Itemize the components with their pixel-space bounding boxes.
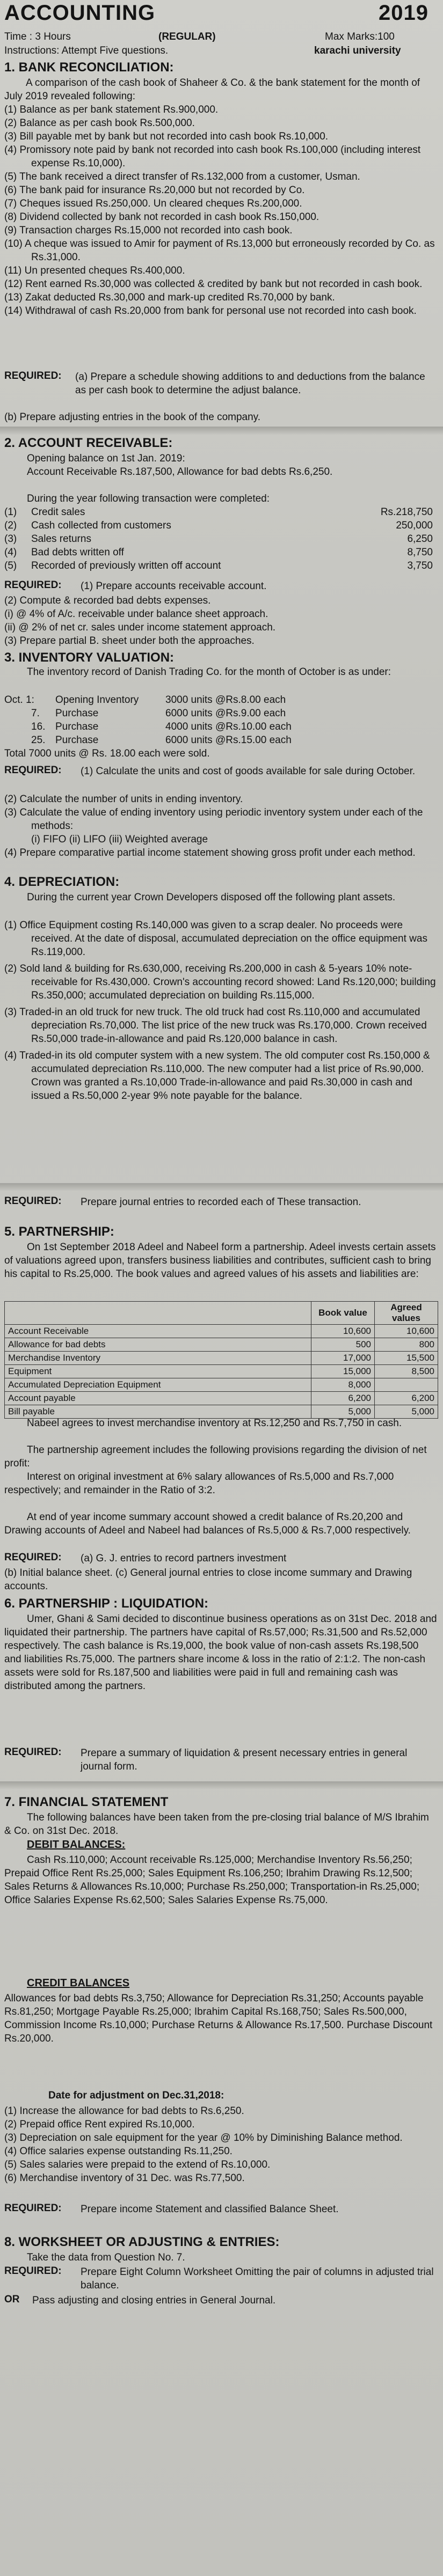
q3-row [4, 693, 438, 707]
q4-required [4, 1195, 62, 1207]
table-cell: 6,200 [311, 1392, 375, 1405]
q3-title: 3. INVENTORY VALUATION: [4, 650, 175, 665]
q2-row-num: (2) [4, 520, 17, 531]
table-header-cell [5, 1302, 311, 1325]
photo-seam [0, 1781, 443, 1790]
q1-item-7-text: Un cleared cheques Rs.200,000. [153, 198, 302, 209]
paper-title: ACCOUNTING [4, 1, 156, 25]
q1-item: (13) Zakat deducted Rs.30,000 and mark-up credited Rs.70,000 by bank. [4, 292, 335, 303]
q3-row-value: 4000 units @Rs.10.00 each [165, 721, 292, 732]
q3-req-item: (4) Prepare comparative partial income statement showing gross profit under each method. [4, 847, 416, 858]
q7-adj-item: (5) Sales salaries were prepaid to the extend of Rs.10,000. [4, 2159, 271, 2170]
q1-item: (8) Dividend collected by bank not recorded in cash book Rs.150,000. [4, 211, 319, 223]
q1-item: (2) Balance as per cash book Rs.500,000. [4, 118, 195, 129]
q2-row-value: 250,000 [396, 520, 433, 531]
q2-row-label: Cash collected from customers [31, 520, 171, 531]
q5-req-a: (a) G. J. entries to record partners investment [81, 1553, 287, 1564]
table-cell: Allowance for bad debts [5, 1338, 311, 1352]
q3-row [4, 720, 438, 733]
q3-row-date: 7. [31, 708, 40, 719]
q4-items [4, 919, 438, 1103]
q1-req-a: (a) Prepare a schedule showing additions to and deductions from the balance as per cash book to determine the adjust balance. [75, 371, 425, 396]
university-name: karachi university [314, 45, 401, 56]
q7-adj-item: (3) Depreciation on sale equipment for the year @ 10% by Diminishing Balance method. [4, 2132, 403, 2144]
q1-item: (3) Bill payable met by bank but not recorded into cash book Rs.10,000. [4, 131, 329, 142]
q4-intro: During the current year Crown Developers disposed off the following plant assets. [27, 892, 396, 903]
table-cell: 500 [311, 1338, 375, 1352]
q3-req-item: (3) Calculate the value of ending inventory using periodic inventory system under each of the methods: [4, 807, 423, 832]
q2-row-num: (4) [4, 547, 17, 558]
q3-row-date: Oct. 1: [4, 694, 34, 706]
q3-row [4, 733, 438, 747]
q5-required [4, 1552, 62, 1564]
q1-item: (6) The bank paid for insurance Rs.20,000 but not recorded by Co. [4, 185, 305, 196]
q1-item: (12) Rent earned Rs.30,000 was collected & credited by bank but not recorded in cash book. [4, 278, 423, 290]
table-cell: Bill payable [5, 1405, 311, 1419]
q7-adj-item: (2) Prepaid office Rent expired Rs.10,000. [4, 2119, 195, 2130]
q5-intro: On 1st September 2018 Adeel and Nabeel form a partnership. Adeel invests certain assets of valuations agreed upon, transfers business liabilities and contributes, sufficient cash to bring his capital to Rs.25,000. The book values and agreed values of his assets and liabilities are: [4, 1242, 436, 1280]
q2-intro2: Account Receivable Rs.187,500, Allowance for bad debts Rs.6,250. [27, 466, 333, 478]
q8-or-text: Pass adjusting and closing entries in General Journal. [32, 2295, 276, 2306]
table-cell [375, 1378, 438, 1392]
q3-row-value: 6000 units @Rs.15.00 each [165, 735, 292, 746]
q7-adj-list [4, 2104, 438, 2185]
table-cell: 8,500 [375, 1365, 438, 1378]
q1-item-7 [4, 197, 438, 210]
q3-req-1: (1) Calculate the units and cost of goods available for sale during October. [81, 766, 416, 777]
q1-title: 1. BANK RECONCILIATION: [4, 60, 174, 75]
q4-item: (4) Traded-in its old computer system with a new system. The old computer cost Rs.150,000 & accumulated depreciation Rs.110,000. The new computer had a list price of Rs.90,000. Crown was granted a Rs.10,000 Trade-in-allowance and paid Rs.30,000 in cash and issued a Rs.50,000 2-year 9% note payable for the balance. [4, 1050, 430, 1102]
q6-req-1: Prepare a summary of liquidation & present necessary entries in general journal form. [81, 1748, 408, 1772]
required-label: REQUIRED: [4, 1746, 62, 1758]
q2-row-num: (1) [4, 507, 17, 518]
table-cell: Equipment [5, 1365, 311, 1378]
q3-row-label: Purchase [55, 708, 99, 719]
table-cell: 8,000 [311, 1378, 375, 1392]
table-row [5, 1325, 438, 1338]
q7-adj-title: Date for adjustment on Dec.31,2018: [48, 2090, 224, 2101]
q4-req-1: Prepare journal entries to recorded each of These transaction. [81, 1197, 361, 1208]
q3-intro: The inventory record of Danish Trading Co. for the month of October is as under: [27, 666, 391, 678]
q4-title: 4. DEPRECIATION: [4, 875, 120, 889]
q2-row-label: Bad debts written off [31, 547, 124, 558]
q2-row-label: Sales returns [31, 533, 91, 545]
required-label: REQUIRED: [4, 765, 62, 776]
q4-item: (3) Traded-in an old truck for new truck. The old truck had cost Rs.110,000 and accumulated depreciation Rs.70,000. The list price of the new truck was Rs.170,000. Crown received Rs.50,000 trade-in-allowance and paid Rs.120,000 balance in cash. [4, 1007, 427, 1045]
q1-items [4, 103, 438, 318]
or-label: OR [4, 2294, 20, 2305]
q4-item: (1) Office Equipment costing Rs.140,000 was given to a scrap dealer. No proceeds were received. At the date of disposal, accumulated depreciation on the office equipment was Rs.119,000. [4, 920, 427, 958]
table-row [5, 1392, 438, 1405]
q1-item: (11) Un presented cheques Rs.400,000. [4, 265, 185, 276]
partnership-table [4, 1301, 438, 1419]
required-label: REQUIRED: [4, 2203, 62, 2214]
q2-row-value: 6,250 [407, 533, 433, 545]
q7-debit: Cash Rs.110,000; Account receivable Rs.125,000; Merchandise Inventory Rs.56,250; Prepaid Office Rent Rs.25,000; Sales Equipment Rs.106,250; Ibrahim Drawing Rs.12,500; Sales Returns & Allowances Rs.10,000; Purchase Rs.250,000; Transportation-in Rs.25,000; Office Salaries Expense Rs.62,500; Sales Salaries Expense Rs.75,000. [4, 1854, 420, 1906]
table-header-cell: Agreed values [375, 1302, 438, 1325]
q7-debit-title: DEBIT BALANCES: [27, 1839, 126, 1851]
q3-row-value: 6000 units @Rs.9.00 each [165, 708, 286, 719]
q7-req-1: Prepare income Statement and classified Balance Sheet. [81, 2204, 339, 2215]
table-header-cell: Book value [311, 1302, 375, 1325]
q5-req-b: (b) Initial balance sheet. (c) General journal entries to close income summary and Drawing accounts. [4, 1567, 412, 1592]
q2-items [4, 505, 438, 573]
instructions: Instructions: Attempt Five questions. [4, 45, 169, 56]
q3-row [4, 707, 438, 720]
q2-row [4, 519, 438, 532]
q7-adj-item: (4) Office salaries expense outstanding Rs.11,250. [4, 2146, 233, 2157]
required-label: REQUIRED: [4, 1552, 62, 1563]
table-cell: 17,000 [311, 1352, 375, 1365]
q3-row-date: 16. [31, 721, 46, 732]
required-label: REQUIRED: [4, 370, 62, 381]
q2-row-value: 8,750 [407, 547, 433, 558]
q3-total: Total 7000 units @ Rs. 18.00 each were sold. [4, 748, 210, 759]
table-cell: 10,600 [375, 1325, 438, 1338]
q2-row-num: (5) [4, 560, 17, 571]
q2-req-item: (ii) @ 2% of net cr. sales under income statement approach. [4, 622, 276, 633]
q3-req-item: (2) Calculate the number of units in ending inventory. [4, 794, 243, 805]
q3-row-date: 25. [31, 735, 46, 746]
q6-title: 6. PARTNERSHIP : LIQUIDATION: [4, 1596, 209, 1611]
table-cell: 5,000 [375, 1405, 438, 1419]
q3-required [4, 765, 62, 776]
q2-row [4, 532, 438, 546]
q5-para3: The partnership agreement includes the following provisions regarding the division of net profit: [4, 1444, 427, 1469]
q1-item: (14) Withdrawal of cash Rs.20,000 from bank for personal use not recorded into cash book. [4, 305, 417, 317]
q8-title: 8. WORKSHEET OR ADJUSTING & ENTRIES: [4, 2235, 280, 2249]
q1-item: (5) The bank received a direct transfer of Rs.132,000 from a customer, Usman. [4, 171, 360, 182]
q2-row [4, 546, 438, 559]
q2-req-item: (2) Compute & recorded bad debts expenses. [4, 595, 211, 606]
q1-required [4, 370, 62, 382]
q2-row [4, 505, 438, 519]
q1-item: (1) Balance as per bank statement Rs.900,000. [4, 104, 219, 115]
table-cell: 15,000 [311, 1365, 375, 1378]
q1-item: (10) A cheque was issued to Amir for payment of Rs.13,000 but erroneously recorded by Co. as Rs.31,000. [4, 238, 435, 263]
q8-intro: Take the data from Question No. 7. [27, 2252, 185, 2263]
table-cell: Accumulated Depreciation Equipment [5, 1378, 311, 1392]
q2-row-value: Rs.218,750 [380, 507, 433, 518]
q3-row-value: 3000 units @Rs.8.00 each [165, 694, 286, 706]
q8-req-1: Prepare Eight Column Worksheet Omitting the pair of columns in adjusted trial balance. [81, 2266, 434, 2291]
table-cell: 5,000 [311, 1405, 375, 1419]
q2-required [4, 579, 62, 591]
q2-row-num: (3) [4, 533, 17, 545]
q3-req-item: (i) FIFO (ii) LIFO (iii) Weighted average [31, 834, 208, 845]
table-cell: Account payable [5, 1392, 311, 1405]
q7-intro: The following balances have been taken from the pre-closing trial balance of M/S Ibrahim & Co. on 31st Dec. 2018. [4, 1812, 429, 1837]
q2-row [4, 559, 438, 573]
table-cell: Merchandise Inventory [5, 1352, 311, 1365]
table-row [5, 1352, 438, 1365]
q3-rows [4, 693, 438, 760]
table-cell: 15,500 [375, 1352, 438, 1365]
q6-intro: Umer, Ghani & Sami decided to discontinue business operations as on 31st Dec. 2018 and liquidated their partnership. The partners have capital of Rs.57,000; Rs.31,500 and Rs.52,000 respectively. The cash balance is Rs.19,000, the book value of non-cash assets Rs.198,500 and liabilities Rs.75,000. The partners share income & loss in the ratio of 2:1:2. The non-cash assets were sold for Rs.187,500 and liabilities were paid in full and remaining cash was distributed among the partners. [4, 1613, 437, 1692]
q1-item: (4) Promissory note paid by bank not recorded into cash book Rs.100,000 (including interest expense Rs.10,000). [4, 144, 421, 169]
q7-required [4, 2203, 62, 2214]
q5-para4: Interest on original investment at 6% salary allowances of Rs.5,000 and Rs.7,000 respectively; and remainder in the Ratio of 3:2. [4, 1471, 394, 1496]
max-marks: Max Marks:100 [325, 31, 395, 42]
table-row [5, 1378, 438, 1392]
q2-row-value: 3,750 [407, 560, 433, 571]
q7-adj-item: (6) Merchandise inventory of 31 Dec. was Rs.77,500. [4, 2173, 245, 2184]
q4-item: (2) Sold land & building for Rs.630,000, receiving Rs.200,000 in cash & 5-years 10% note-receivable for Rs.430,000. Crown's accounting record showed: Land Rs.120,000; building Rs.350,000; accumulated depreciation on building Rs.115,000. [4, 963, 436, 1001]
table-cell: 6,200 [375, 1392, 438, 1405]
q2-req-item: (3) Prepare partial B. sheet under both the approaches. [4, 635, 255, 647]
q8-required [4, 2265, 62, 2277]
table-cell: Account Receivable [5, 1325, 311, 1338]
q3-row-label: Purchase [55, 721, 99, 732]
q5-para5: At end of year income summary account showed a credit balance of Rs.20,200 and Drawing accounts of Adeel and Nabeel had balances of Rs.5,000 & Rs.7,000 respectively. [4, 1511, 411, 1536]
exam-type: (REGULAR) [158, 31, 216, 42]
q5-title: 5. PARTNERSHIP: [4, 1224, 114, 1239]
q3-req-list [4, 792, 438, 860]
q2-req-item: (i) @ 4% of A/c. receivable under balance sheet approach. [4, 608, 268, 620]
q7-credit: Allowances for bad debts Rs.3,750; Allowance for Depreciation Rs.31,250; Accounts payable Rs.81,250; Mortgage Payable Rs.25,000; Ibrahim Capital Rs.168,750; Sales Rs.500,000, Commission Income Rs.10,000; Purchase Returns & Allowance Rs.17,500. Purchase Discount Rs.20,000. [4, 1993, 433, 2044]
required-label: REQUIRED: [4, 1195, 62, 1207]
q2-row-label: Credit sales [31, 507, 85, 518]
q6-required [4, 1746, 62, 1758]
q3-row-label: Opening Inventory [55, 694, 139, 706]
time-allowed: Time : 3 Hours [4, 31, 71, 42]
required-label: REQUIRED: [4, 579, 62, 591]
q2-req-1: (1) Prepare accounts receivable account. [81, 581, 267, 592]
table-row [5, 1338, 438, 1352]
q2-title: 2. ACCOUNT RECEIVABLE: [4, 436, 173, 450]
q2-row-label: Recorded of previously written off account [31, 560, 221, 571]
photo-seam [0, 1183, 443, 1192]
q7-adj-item: (1) Increase the allowance for bad debts to Rs.6,250. [4, 2105, 244, 2117]
q2-intro3: During the year following transaction were completed: [27, 493, 270, 504]
q7-title: 7. FINANCIAL STATEMENT [4, 1795, 169, 1809]
q3-row-label: Purchase [55, 735, 99, 746]
q1-item: (9) Transaction charges Rs.15,000 not recorded into cash book. [4, 225, 293, 236]
photo-seam [0, 427, 443, 435]
q1-intro: A comparison of the cash book of Shaheer & Co. & the bank statement for the month of July 2019 revealed following: [4, 77, 420, 102]
q2-req-list [4, 594, 438, 648]
table-header-row [5, 1302, 438, 1325]
table-cell: 800 [375, 1338, 438, 1352]
table-cell: 10,600 [311, 1325, 375, 1338]
q7-credit-title: CREDIT BALANCES [27, 1977, 130, 1989]
q5-para2: Nabeel agrees to invest merchandise inventory at Rs.12,250 and Rs.7,750 in cash. [27, 1418, 402, 1429]
q1-req-b: (b) Prepare adjusting entries in the book of the company. [4, 412, 261, 423]
table-row [5, 1365, 438, 1378]
q1-item: (7) Cheques issued Rs.250,000. [4, 198, 151, 209]
required-label: REQUIRED: [4, 2265, 62, 2277]
q2-intro: Opening balance on 1st Jan. 2019: [27, 453, 185, 464]
q8-or [4, 2294, 20, 2306]
paper-year: 2019 [379, 1, 429, 25]
